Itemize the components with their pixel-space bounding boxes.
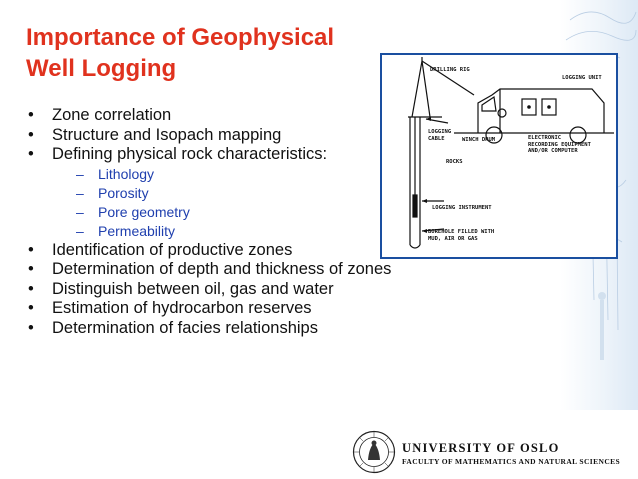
label-borehole: BOREHOLE FILLED WITH MUD, AIR OR GAS bbox=[428, 229, 495, 242]
sub-bullet-item: – Pore geometry bbox=[52, 203, 466, 222]
sub-bullet-item: – Lithology bbox=[52, 165, 466, 184]
bullet-item: • Estimation of hydrocarbon reserves bbox=[26, 299, 466, 319]
label-logging-cable: LOGGING CABLE bbox=[428, 129, 452, 142]
bullet-item: • Determination of facies relationships bbox=[26, 319, 466, 339]
bullet-text: Defining physical rock characteristics: bbox=[52, 145, 328, 163]
label-drilling-rig: DRILLING RIG bbox=[430, 67, 470, 73]
bullet-item: • Zone correlation bbox=[26, 106, 466, 126]
sub-bullet-item: – Porosity bbox=[52, 184, 466, 203]
label-logging-instrument: LOGGING INSTRUMENT bbox=[432, 205, 492, 211]
slide-title: Importance of Geophysical Well Logging bbox=[26, 24, 335, 82]
university-name: UNIVERSITY OF OSLO bbox=[402, 441, 560, 455]
label-electronic-equipment: ELECTRONIC RECORDING EQUIPMENT AND/OR COMPUTER bbox=[528, 135, 591, 154]
bullet-item: • Distinguish between oil, gas and water bbox=[26, 280, 466, 300]
label-logging-unit: LOGGING UNIT bbox=[562, 75, 602, 81]
label-winch-drum: WINCH DRUM bbox=[462, 137, 496, 143]
bullet-item: • Identification of productive zones bbox=[26, 241, 466, 261]
bullet-item: • Determination of depth and thickness of zones bbox=[26, 260, 466, 280]
label-rocks: ROCKS bbox=[446, 159, 463, 165]
sub-bullet-item: – Permeability bbox=[52, 222, 466, 241]
university-seal-logo bbox=[352, 430, 396, 474]
bullet-item: • Structure and Isopach mapping bbox=[26, 126, 466, 146]
faculty-name: FACULTY OF MATHEMATICS AND NATURAL SCIENCES bbox=[402, 457, 621, 466]
well-logging-diagram bbox=[380, 53, 618, 259]
diagram-drawing bbox=[382, 55, 616, 257]
